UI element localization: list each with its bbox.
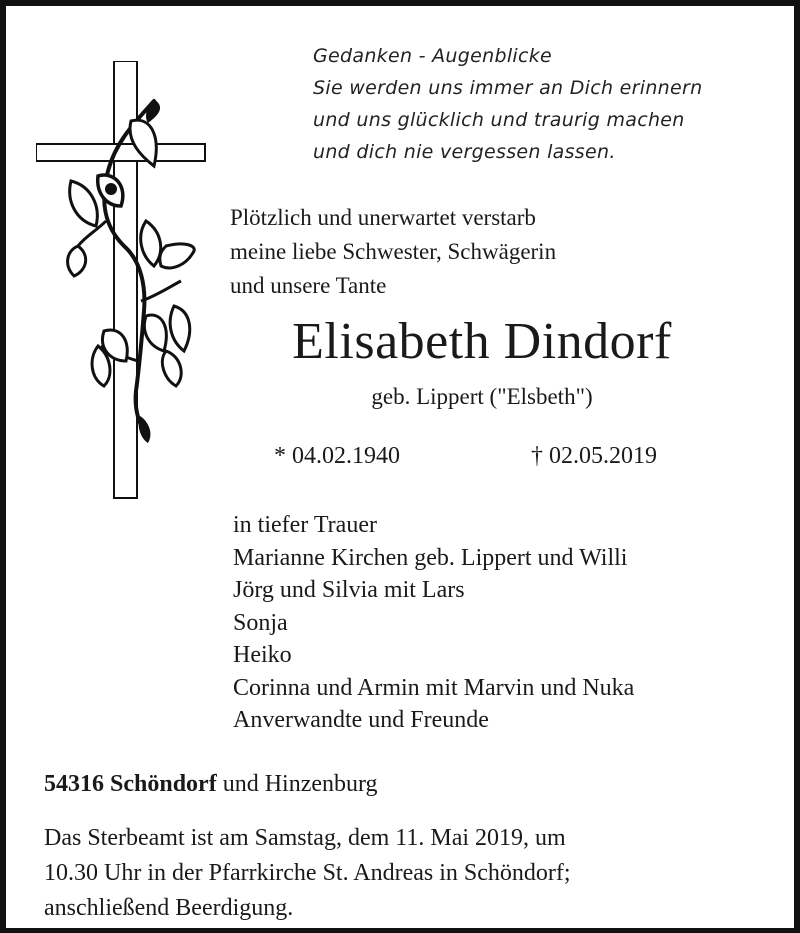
mourners-list [233,509,634,737]
mourner-line: Jörg und Silvia mit Lars [233,577,465,603]
death-dagger-icon: † [531,443,543,469]
mourner-line: in tiefer Trauer [233,512,377,538]
mourner-line: Marianne Kirchen geb. Lippert und Willi [233,544,628,571]
deceased-name: Elisabeth Dindorf [292,313,672,370]
service-info [44,821,571,926]
service-line: Das Sterbeamt ist am Samstag, dem 11. Mai 2019, um [44,825,566,851]
birth-date-value: 04.02.1940 [292,443,400,469]
birth-date [274,440,400,472]
poem-line: Gedanken - Augenblicke [313,45,553,67]
mourner-line: Heiko [233,642,292,668]
service-line: 10.30 Uhr in der Pfarrkirche St. Andreas in Schöndorf; [44,860,571,886]
service-line: anschließend Beerdigung. [44,895,294,921]
intro-line: meine liebe Schwester, Schwägerin [230,239,557,264]
intro-line: Plötzlich und unerwartet verstarb [230,205,536,230]
poem-line: Sie werden uns immer an Dich erinnern [313,77,703,99]
mourner-line: Anverwandte und Freunde [233,707,489,733]
announcement-intro [230,201,556,303]
death-date-value: 02.05.2019 [549,443,657,469]
mourner-line: Sonja [233,609,288,636]
location [44,768,378,800]
intro-line: und unsere Tante [230,273,387,298]
poem-line: und uns glücklich und traurig machen [313,109,685,131]
mourner-line: Corinna und Armin mit Marvin und Nuka [233,674,635,701]
birth-star-icon: * [274,443,286,469]
death-date [531,440,657,472]
maiden-name: geb. Lippert ("Elsbeth") [371,384,593,409]
poem-line: und dich nie vergessen lassen. [313,141,616,163]
cross-with-rose-vine-icon [36,61,226,511]
location-primary: 54316 Schöndorf [44,771,217,797]
poem [313,40,793,168]
location-secondary: und Hinzenburg [216,771,378,797]
